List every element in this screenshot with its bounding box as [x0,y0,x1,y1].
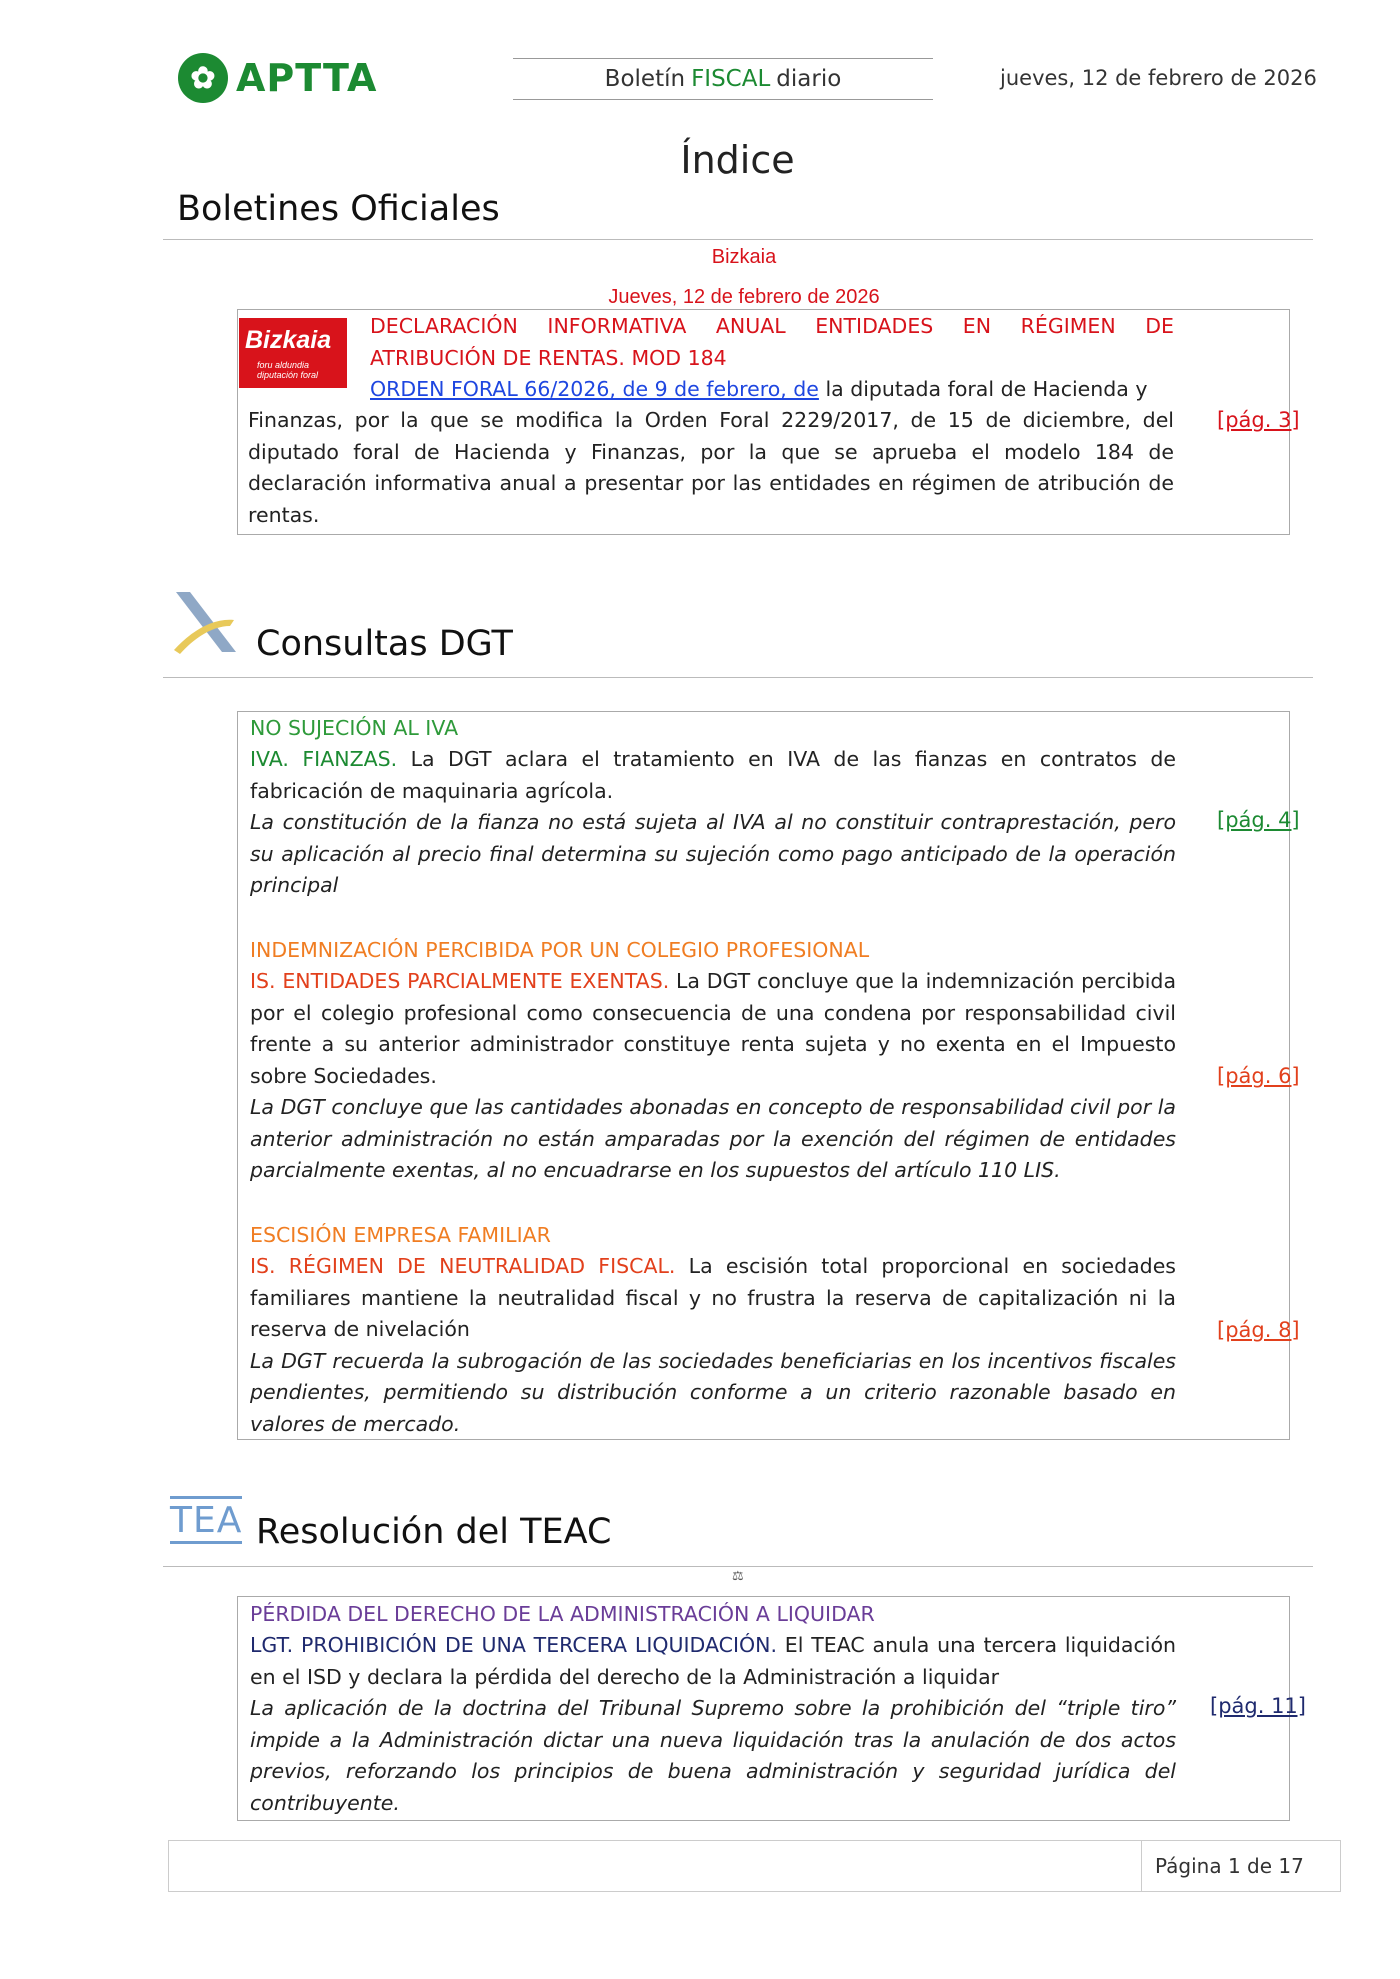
tea-logo [170,1496,242,1544]
boletin-body: Finanzas, por la que se modifica la Orden Foral 2229/2017, de 15 de diciembre, del diputado foral de Hacienda y Finanzas, por la que se aprueba el modelo 184 de declaración informativa anual a presentar por las entidades en régimen de atribución de rentas. [248,408,1174,527]
section-title-boletines: Boletines Oficiales [177,189,500,229]
bulletin-title-pre: Boletín [604,66,686,92]
page-link-dgt-2[interactable]: [pág. 6] [1217,1064,1300,1088]
page-link-teac[interactable]: [pág. 11] [1210,1694,1306,1718]
bizkaia-logo [239,318,347,388]
boletin-heading-line2: ATRIBUCIÓN DE RENTAS. MOD 184 [370,346,727,370]
page-link-dgt-1[interactable]: [pág. 4] [1217,808,1300,832]
aptta-emblem-icon: ✿ [178,53,228,103]
section-title-dgt: Consultas DGT [256,624,513,664]
section-title-teac: Resolución del TEAC [256,1512,612,1552]
teac-entry-lead: LGT. PROHIBICIÓN DE UNA TERCERA LIQUIDACIÓN. [250,1633,777,1657]
teac-entry-text [250,1630,1176,1819]
boletin-first-line [370,374,1174,406]
dgt-entry-lead: IVA. FIANZAS. [250,747,398,771]
dgt-entry-lead: IS. RÉGIMEN DE NEUTRALIDAD FISCAL. [250,1254,676,1278]
footer-separator [1141,1840,1142,1892]
dgt-entry-body: La escisión total proporcional en sociedades familiares mantiene la neutralidad fiscal y no frustra la reserva de capitalización ni la reserva de nivelación [250,1254,1176,1341]
dgt-entry-text [250,966,1176,1187]
dgt-entry-text [250,744,1176,902]
dgt-entry-category: INDEMNIZACIÓN PERCIBIDA POR UN COLEGIO PROFESIONAL [250,938,870,962]
bulletin-title [513,58,933,100]
tea-logo-bar-icon [170,1541,242,1544]
index-title: Índice [680,138,795,182]
boletin-heading-line1: DECLARACIÓN INFORMATIVA ANUAL ENTIDADES EN RÉGIMEN DE [370,314,1174,338]
page-number: Página 1 de 17 [1155,1854,1304,1878]
dgt-entry-italic: La DGT recuerda la subrogación de las sociedades beneficiarias en los incentivos fiscales pendientes, permitiendo su distribución conforme a un criterio razonable basado en valores de mercado. [250,1348,1176,1436]
aptta-logo [178,52,377,104]
aeat-logo-icon [170,588,242,660]
teac-entry-body: El TEAC anula una tercera liquidación en el ISD y declara la pérdida del derecho de la Administración a liquidar [250,1633,1176,1689]
header-date: jueves, 12 de febrero de 2026 [1000,66,1317,90]
dgt-entry-body: La DGT concluye que la indemnización percibida por el colegio profesional como consecuencia de una condena por responsabilidad civil frente a su anterior administrador constituye renta sujeta y no exenta en el Impuesto sobre Sociedades. [250,969,1177,1088]
dgt-entry-category: ESCISIÓN EMPRESA FAMILIAR [250,1223,551,1247]
teac-entry-category: PÉRDIDA DEL DERECHO DE LA ADMINISTRACIÓN A LIQUIDAR [250,1602,875,1626]
dgt-entry-text [250,1251,1176,1440]
bizkaia-logo-subtext: foru aldundia diputación foral [257,360,319,380]
page-link-boletin[interactable]: [pág. 3] [1217,408,1300,432]
dgt-entry-italic: La DGT concluye que las cantidades abonadas en concepto de responsabilidad civil por la anterior administración no están amparadas por la exención del régimen de entidades parcialmente exentas, al no encuadrarse en los supuestos del artículo 110 LIS. [250,1095,1176,1182]
bulletin-title-fiscal: FISCAL [691,66,771,92]
bulletin-date-label: Jueves, 12 de febrero de 2026 [608,286,880,308]
section-divider [163,1566,1313,1567]
region-label: Bizkaia [711,246,777,268]
boletin-body-start: la diputada foral de Hacienda y [818,377,1148,401]
tea-logo-text: TEA [170,1500,243,1541]
dgt-entry-italic: La constitución de la fianza no está sujeta al IVA al no constituir contraprestación, pero su aplicación al precio final determina su sujeción como pago anticipado de la operación principal [250,810,1176,897]
bizkaia-logo-text: Bizkaia [245,326,332,354]
bulletin-title-post: diario [776,66,842,92]
dgt-entry-category: NO SUJECIÓN AL IVA [250,716,459,740]
section-divider [163,677,1313,678]
aptta-logo-text: APTTA [236,56,378,100]
scales-icon: ⚖ [732,1568,744,1583]
section-divider [163,239,1313,240]
dgt-entry-lead: IS. ENTIDADES PARCIALMENTE EXENTAS. [250,969,670,993]
dgt-entry-body: La DGT aclara el tratamiento en IVA de las fianzas en contratos de fabricación de maquinaria agrícola. [250,747,1177,803]
orden-foral-link[interactable]: ORDEN FORAL 66/2026, de 9 de febrero, de [370,377,819,401]
page-link-dgt-3[interactable]: [pág. 8] [1217,1318,1300,1342]
tea-logo-bar-icon [170,1496,242,1499]
teac-entry-italic: La aplicación de la doctrina del Tribunal Supremo sobre la prohibición del “triple tiro” impide a la Administración dictar una nueva liquidación tras la anulación de dos actos previos, reforzando los principios de buena administración y seguridad jurídica del contribuyente. [250,1696,1176,1815]
